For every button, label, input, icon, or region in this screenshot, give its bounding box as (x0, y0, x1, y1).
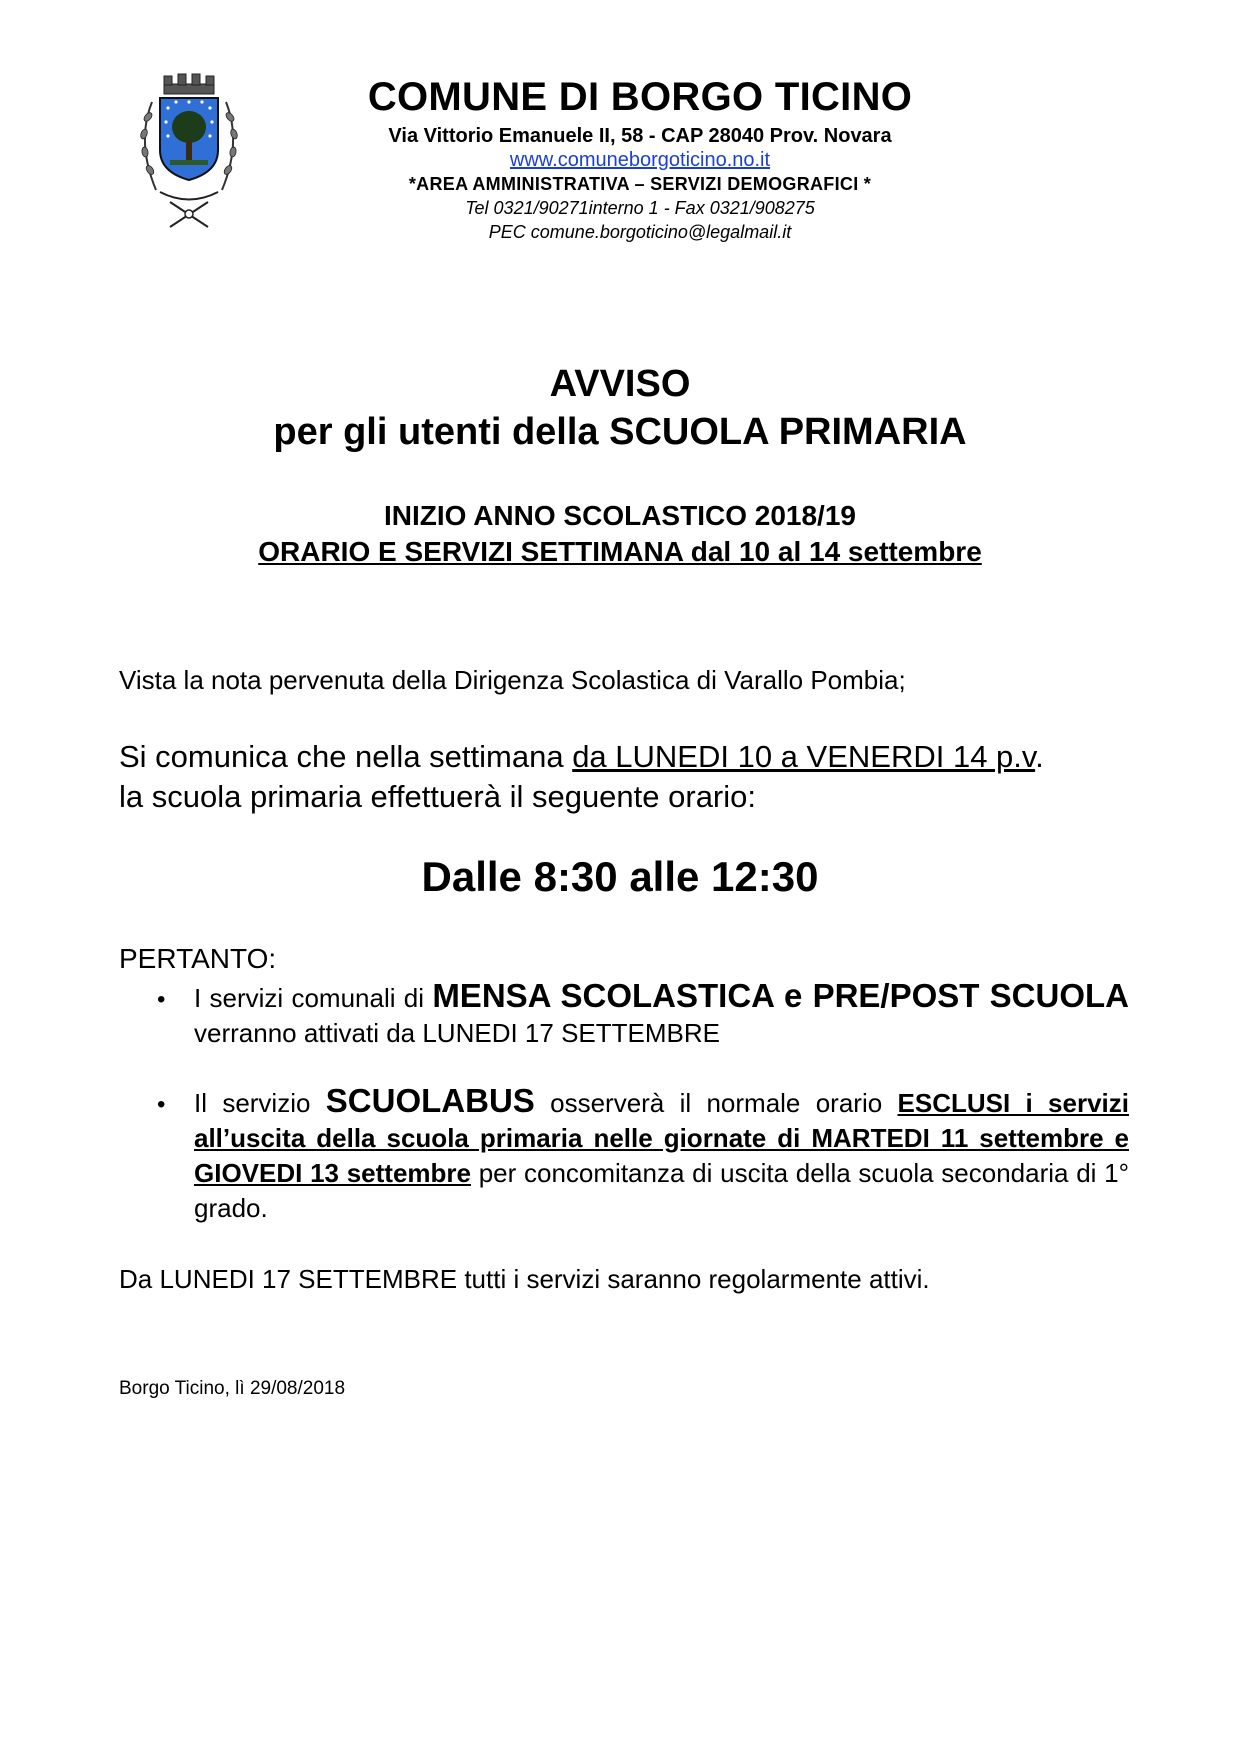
bullet-2-text: Il servizio (194, 1088, 326, 1118)
municipality-address: Via Vittorio Emanuele II, 58 - CAP 28040 Prov. Novara (388, 125, 892, 147)
school-hours: Dalle 8:30 alle 12:30 (421, 853, 819, 900)
communication-period: . (1035, 739, 1044, 774)
closing-paragraph: Da LUNEDI 17 SETTEMBRE tutti i servizi saranno regolarmente attivi. (119, 1264, 930, 1294)
bullet-2-schedule: osserverà il normale orario (534, 1088, 898, 1118)
notice-title: AVVISO (549, 363, 691, 405)
school-year-heading (0, 498, 1240, 570)
bullet-2-exclusions: ESCLUSI i servizi all’uscita della scuola primaria nelle giornate di MARTEDI 11 settembre e GIOVEDI 13 settembre (194, 1088, 1130, 1188)
bullet-1-text: I servizi comunali di (194, 983, 433, 1013)
municipality-name: COMUNE DI BORGO TICINO (367, 75, 913, 119)
bullet-icon: • (157, 1091, 166, 1118)
communication-dates: da LUNEDI 10 a VENERDI 14 p.v (572, 739, 1036, 774)
list-item (194, 978, 1129, 1051)
list-item (194, 1083, 1129, 1226)
communication-line-2: la scuola primaria effettuerà il seguente orario: (119, 779, 756, 814)
bullet-2-reason: per concomitanza di uscita della scuola secondaria di 1° grado. (194, 1158, 1130, 1223)
school-year: INIZIO ANNO SCOLASTICO 2018/19 (384, 500, 856, 531)
contact-pec: PEC comune.borgoticino@legalmail.it (488, 222, 792, 242)
contact-phone: Tel 0321/90271interno 1 - Fax 0321/908275 (465, 198, 815, 218)
letterhead (300, 74, 980, 244)
communication-text: Si comunica che nella settimana (119, 739, 573, 774)
intro-paragraph: Vista la nota pervenuta della Dirigenza Scolastica di Varallo Pombia; (119, 665, 906, 695)
schedule-week: ORARIO E SERVIZI SETTIMANA dal 10 al 14 settembre (258, 536, 982, 567)
notice-subtitle: per gli utenti della SCUOLA PRIMARIA (273, 411, 967, 453)
department-name: *AREA AMMINISTRATIVA – SERVIZI DEMOGRAFICI * (408, 174, 872, 194)
bullet-icon: • (157, 986, 166, 1013)
pertanto-label: PERTANTO: (119, 943, 277, 974)
communication-paragraph (119, 737, 1129, 817)
notice-heading (0, 360, 1240, 456)
bullet-1-activation: verranno attivati da LUNEDI 17 SETTEMBRE (194, 1018, 720, 1048)
municipal-coat-of-arms-icon (130, 72, 248, 237)
website-link[interactable]: www.comuneborgoticino.no.it (509, 149, 771, 171)
place-and-date: Borgo Ticino, lì 29/08/2018 (119, 1378, 346, 1399)
bullet-1-services: MENSA SCOLASTICA e PRE/POST SCUOLA (432, 977, 1129, 1014)
bullet-2-service: SCUOLABUS (325, 1082, 535, 1119)
